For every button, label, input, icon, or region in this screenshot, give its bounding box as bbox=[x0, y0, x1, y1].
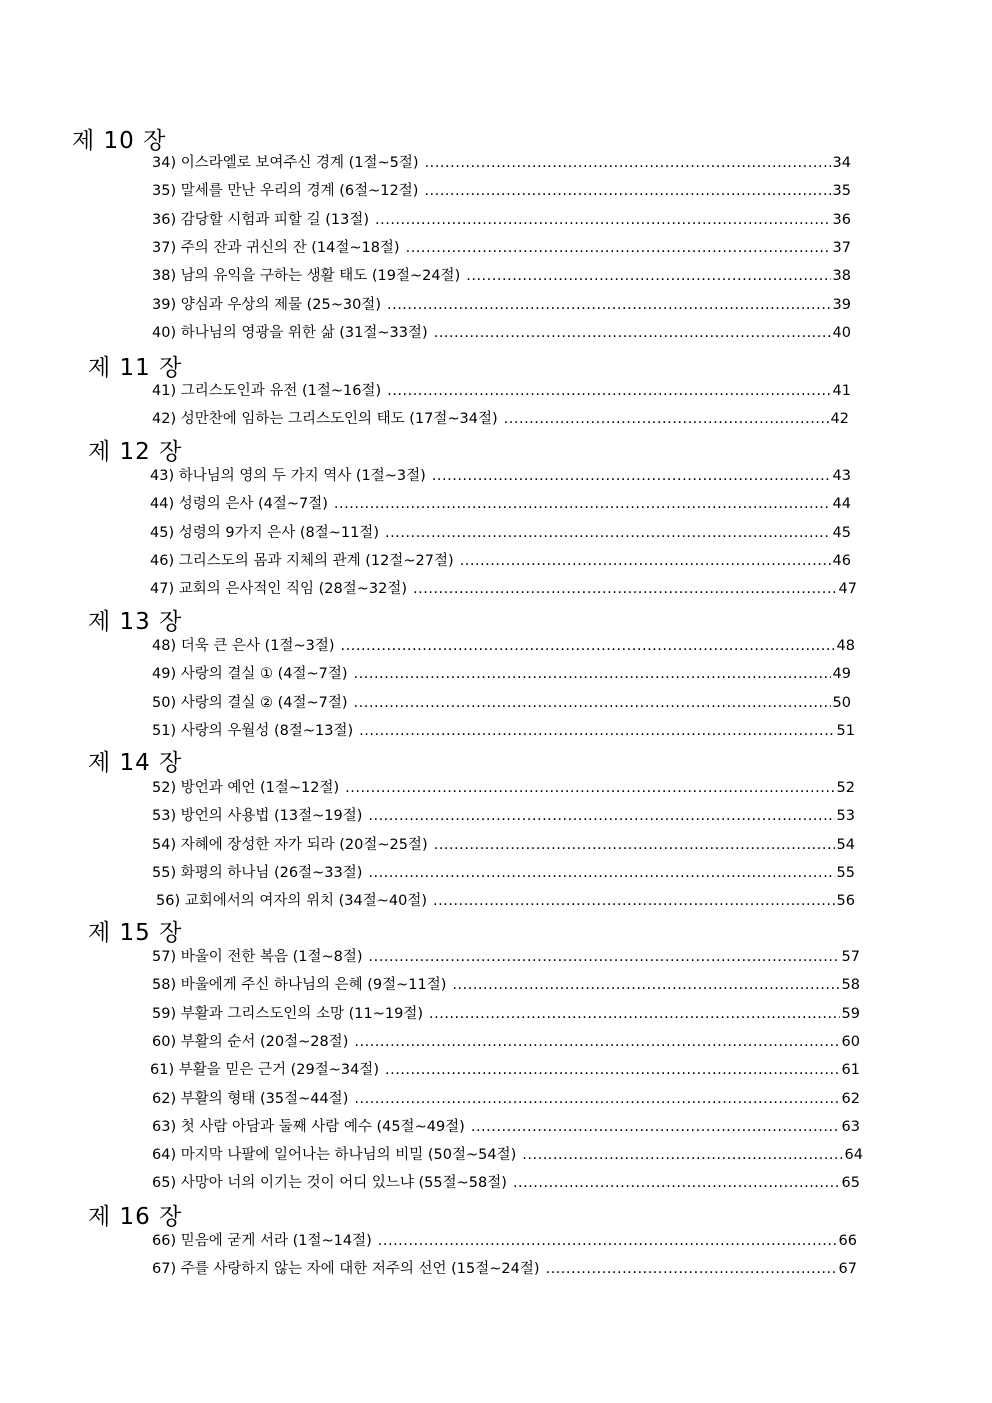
toc-entry-page-number: 44 bbox=[832, 496, 851, 512]
toc-entry-page-number: 61 bbox=[841, 1062, 860, 1078]
toc-entry-title: 49) 사랑의 결실 ① (4절~7절) bbox=[152, 666, 348, 682]
toc-entry[interactable] bbox=[150, 522, 851, 544]
toc-entry-title: 53) 방언의 사용법 (13절~19절) bbox=[152, 808, 363, 824]
toc-entry-page-number: 64 bbox=[844, 1147, 863, 1163]
dot-leader bbox=[368, 862, 834, 884]
toc-entry-page-number: 51 bbox=[836, 723, 855, 739]
toc-entry[interactable] bbox=[156, 890, 855, 912]
dot-leader bbox=[522, 1144, 842, 1166]
toc-entry[interactable] bbox=[152, 294, 851, 316]
chapter-heading: 제 10 장 bbox=[72, 128, 167, 154]
toc-entry-title: 63) 첫 사람 아담과 둘째 사람 예수 (45절~49절) bbox=[152, 1119, 465, 1135]
toc-entry-title: 56) 교회에서의 여자의 위치 (34절~40절) bbox=[156, 893, 427, 909]
chapter-heading: 제 12 장 bbox=[88, 439, 183, 465]
toc-entry-title: 57) 바울이 전한 복음 (1절~8절) bbox=[152, 949, 363, 965]
toc-entry-title: 65) 사망아 너의 이기는 것이 어디 있느냐 (55절~58절) bbox=[152, 1175, 507, 1191]
toc-entry-page-number: 57 bbox=[841, 949, 860, 965]
toc-entry[interactable] bbox=[152, 777, 855, 799]
dot-leader bbox=[433, 890, 835, 912]
toc-entry[interactable] bbox=[152, 720, 855, 742]
toc-entry[interactable] bbox=[152, 1031, 860, 1053]
toc-entry[interactable] bbox=[152, 152, 851, 174]
toc-entry[interactable] bbox=[152, 1116, 860, 1138]
dot-leader bbox=[354, 692, 831, 714]
toc-entry[interactable] bbox=[152, 663, 851, 685]
toc-entry[interactable] bbox=[152, 635, 855, 657]
dot-leader bbox=[406, 237, 831, 259]
toc-entry[interactable] bbox=[152, 805, 855, 827]
toc-entry-page-number: 60 bbox=[841, 1034, 860, 1050]
toc-entry-title: 61) 부활을 믿은 근거 (29절~34절) bbox=[150, 1062, 379, 1078]
dot-leader bbox=[504, 408, 829, 430]
toc-entry-title: 37) 주의 잔과 귀신의 잔 (14절~18절) bbox=[152, 240, 400, 256]
toc-entry-page-number: 63 bbox=[841, 1119, 860, 1135]
toc-entry-title: 34) 이스라엘로 보여주신 경계 (1절~5절) bbox=[152, 155, 419, 171]
toc-entry-page-number: 48 bbox=[836, 638, 855, 654]
dot-leader bbox=[471, 1116, 840, 1138]
dot-leader bbox=[368, 805, 834, 827]
toc-entry-title: 60) 부활의 순서 (20절~28절) bbox=[152, 1034, 349, 1050]
toc-entry-title: 66) 믿음에 굳게 서라 (1절~14절) bbox=[152, 1233, 372, 1249]
toc-entry[interactable] bbox=[152, 692, 851, 714]
toc-entry[interactable] bbox=[152, 322, 851, 344]
dot-leader bbox=[354, 1031, 839, 1053]
toc-entry-page-number: 46 bbox=[832, 553, 851, 569]
toc-entry-page-number: 52 bbox=[836, 780, 855, 796]
dot-leader bbox=[429, 1003, 840, 1025]
toc-entry-title: 64) 마지막 나팔에 일어나는 하나님의 비밀 (50절~54절) bbox=[152, 1147, 517, 1163]
toc-entry[interactable] bbox=[152, 180, 851, 202]
toc-entry-page-number: 34 bbox=[832, 155, 851, 171]
toc-entry-title: 38) 남의 유익을 구하는 생활 태도 (19절~24절) bbox=[152, 268, 461, 284]
toc-entry[interactable] bbox=[152, 834, 855, 856]
toc-entry-page-number: 58 bbox=[841, 977, 860, 993]
toc-entry[interactable] bbox=[152, 237, 851, 259]
dot-leader bbox=[375, 209, 831, 231]
toc-entry-title: 67) 주를 사랑하지 않는 자에 대한 저주의 선언 (15절~24절) bbox=[152, 1261, 540, 1277]
dot-leader bbox=[341, 635, 835, 657]
toc-entry-title: 41) 그리스도인과 유전 (1절~16절) bbox=[152, 383, 382, 399]
toc-entry-page-number: 67 bbox=[838, 1261, 857, 1277]
chapter-heading: 제 15 장 bbox=[88, 920, 183, 946]
toc-entry[interactable] bbox=[150, 578, 857, 600]
toc-entry-page-number: 62 bbox=[841, 1091, 860, 1107]
toc-entry-page-number: 35 bbox=[832, 183, 851, 199]
dot-leader bbox=[452, 974, 839, 996]
toc-entry-title: 40) 하나님의 영광을 위한 삶 (31절~33절) bbox=[152, 325, 428, 341]
toc-entry-title: 54) 자혜에 장성한 자가 되라 (20절~25절) bbox=[152, 837, 428, 853]
toc-entry[interactable] bbox=[150, 1059, 860, 1081]
dot-leader bbox=[545, 1258, 836, 1280]
toc-entry-title: 47) 교회의 은사적인 직임 (28절~32절) bbox=[150, 581, 407, 597]
toc-entry-page-number: 55 bbox=[836, 865, 855, 881]
toc-entry-page-number: 43 bbox=[832, 468, 851, 484]
dot-leader bbox=[432, 465, 831, 487]
dot-leader bbox=[425, 152, 831, 174]
toc-entry[interactable] bbox=[152, 1144, 863, 1166]
toc-entry-page-number: 49 bbox=[832, 666, 851, 682]
dot-leader bbox=[460, 550, 831, 572]
dot-leader bbox=[513, 1172, 840, 1194]
toc-entry[interactable] bbox=[152, 1003, 860, 1025]
toc-entry[interactable] bbox=[150, 550, 851, 572]
dot-leader bbox=[345, 777, 834, 799]
dot-leader bbox=[354, 663, 831, 685]
chapter-heading: 제 16 장 bbox=[88, 1204, 183, 1230]
toc-entry-title: 48) 더욱 큰 은사 (1절~3절) bbox=[152, 638, 335, 654]
toc-entry-page-number: 54 bbox=[836, 837, 855, 853]
toc-entry-page-number: 38 bbox=[832, 268, 851, 284]
toc-entry-page-number: 40 bbox=[832, 325, 851, 341]
dot-leader bbox=[466, 265, 830, 287]
toc-entry-page-number: 42 bbox=[830, 411, 849, 427]
toc-entry[interactable] bbox=[152, 1230, 857, 1252]
dot-leader bbox=[424, 180, 830, 202]
toc-entry[interactable] bbox=[152, 946, 860, 968]
dot-leader bbox=[413, 578, 837, 600]
dot-leader bbox=[387, 380, 830, 402]
toc-entry[interactable] bbox=[152, 1258, 857, 1280]
toc-entry-title: 62) 부활의 형태 (35절~44절) bbox=[152, 1091, 349, 1107]
chapter-heading: 제 11 장 bbox=[88, 355, 183, 381]
toc-entry[interactable] bbox=[150, 493, 851, 515]
toc-entry-page-number: 37 bbox=[832, 240, 851, 256]
dot-leader bbox=[434, 322, 831, 344]
toc-entry-title: 35) 말세를 만난 우리의 경계 (6절~12절) bbox=[152, 183, 419, 199]
dot-leader bbox=[385, 522, 831, 544]
toc-entry[interactable] bbox=[152, 209, 851, 231]
toc-entry-page-number: 47 bbox=[838, 581, 857, 597]
toc-entry-title: 59) 부활과 그리스도인의 소망 (11~19절) bbox=[152, 1006, 423, 1022]
toc-entry-page-number: 41 bbox=[832, 383, 851, 399]
toc-entry-title: 50) 사랑의 결실 ② (4절~7절) bbox=[152, 695, 348, 711]
dot-leader bbox=[334, 493, 831, 515]
toc-entry[interactable] bbox=[152, 380, 851, 402]
toc-entry-title: 44) 성령의 은사 (4절~7절) bbox=[150, 496, 328, 512]
toc-entry-page-number: 65 bbox=[841, 1175, 860, 1191]
toc-entry-title: 51) 사랑의 우월성 (8절~13절) bbox=[152, 723, 354, 739]
toc-entry-page-number: 45 bbox=[832, 525, 851, 541]
toc-entry[interactable] bbox=[152, 1088, 860, 1110]
toc-entry[interactable] bbox=[152, 1172, 860, 1194]
toc-entry-page-number: 36 bbox=[832, 212, 851, 228]
toc-entry-page-number: 39 bbox=[832, 297, 851, 313]
dot-leader bbox=[354, 1088, 839, 1110]
chapter-heading: 제 13 장 bbox=[88, 609, 183, 635]
toc-entry[interactable] bbox=[152, 974, 860, 996]
dot-leader bbox=[434, 834, 835, 856]
dot-leader bbox=[359, 720, 834, 742]
toc-entry-title: 58) 바울에게 주신 하나님의 은혜 (9절~11절) bbox=[152, 977, 447, 993]
toc-entry-page-number: 66 bbox=[838, 1233, 857, 1249]
toc-entry-title: 36) 감당할 시험과 피할 길 (13절) bbox=[152, 212, 369, 228]
dot-leader bbox=[387, 294, 831, 316]
dot-leader bbox=[369, 946, 840, 968]
toc-entry-title: 39) 양심과 우상의 제물 (25~30절) bbox=[152, 297, 381, 313]
toc-entry-page-number: 56 bbox=[836, 893, 855, 909]
toc-entry[interactable] bbox=[152, 862, 855, 884]
toc-entry-page-number: 59 bbox=[841, 1006, 860, 1022]
toc-entry-page-number: 53 bbox=[836, 808, 855, 824]
toc-entry[interactable] bbox=[152, 265, 851, 287]
toc-entry-title: 52) 방언과 예언 (1절~12절) bbox=[152, 780, 340, 796]
chapter-heading: 제 14 장 bbox=[88, 750, 183, 776]
dot-leader bbox=[378, 1230, 837, 1252]
toc-entry[interactable] bbox=[150, 465, 851, 487]
dot-leader bbox=[385, 1059, 840, 1081]
toc-entry-title: 43) 하나님의 영의 두 가지 역사 (1절~3절) bbox=[150, 468, 426, 484]
toc-entry-title: 46) 그리스도의 몸과 지체의 관계 (12절~27절) bbox=[150, 553, 454, 569]
toc-entry-title: 42) 성만찬에 임하는 그리스도인의 태도 (17절~34절) bbox=[152, 411, 498, 427]
toc-entry-page-number: 50 bbox=[832, 695, 851, 711]
toc-entry[interactable] bbox=[152, 408, 849, 430]
toc-entry-title: 45) 성령의 9가지 은사 (8절~11절) bbox=[150, 525, 379, 541]
toc-entry-title: 55) 화평의 하나님 (26절~33절) bbox=[152, 865, 363, 881]
